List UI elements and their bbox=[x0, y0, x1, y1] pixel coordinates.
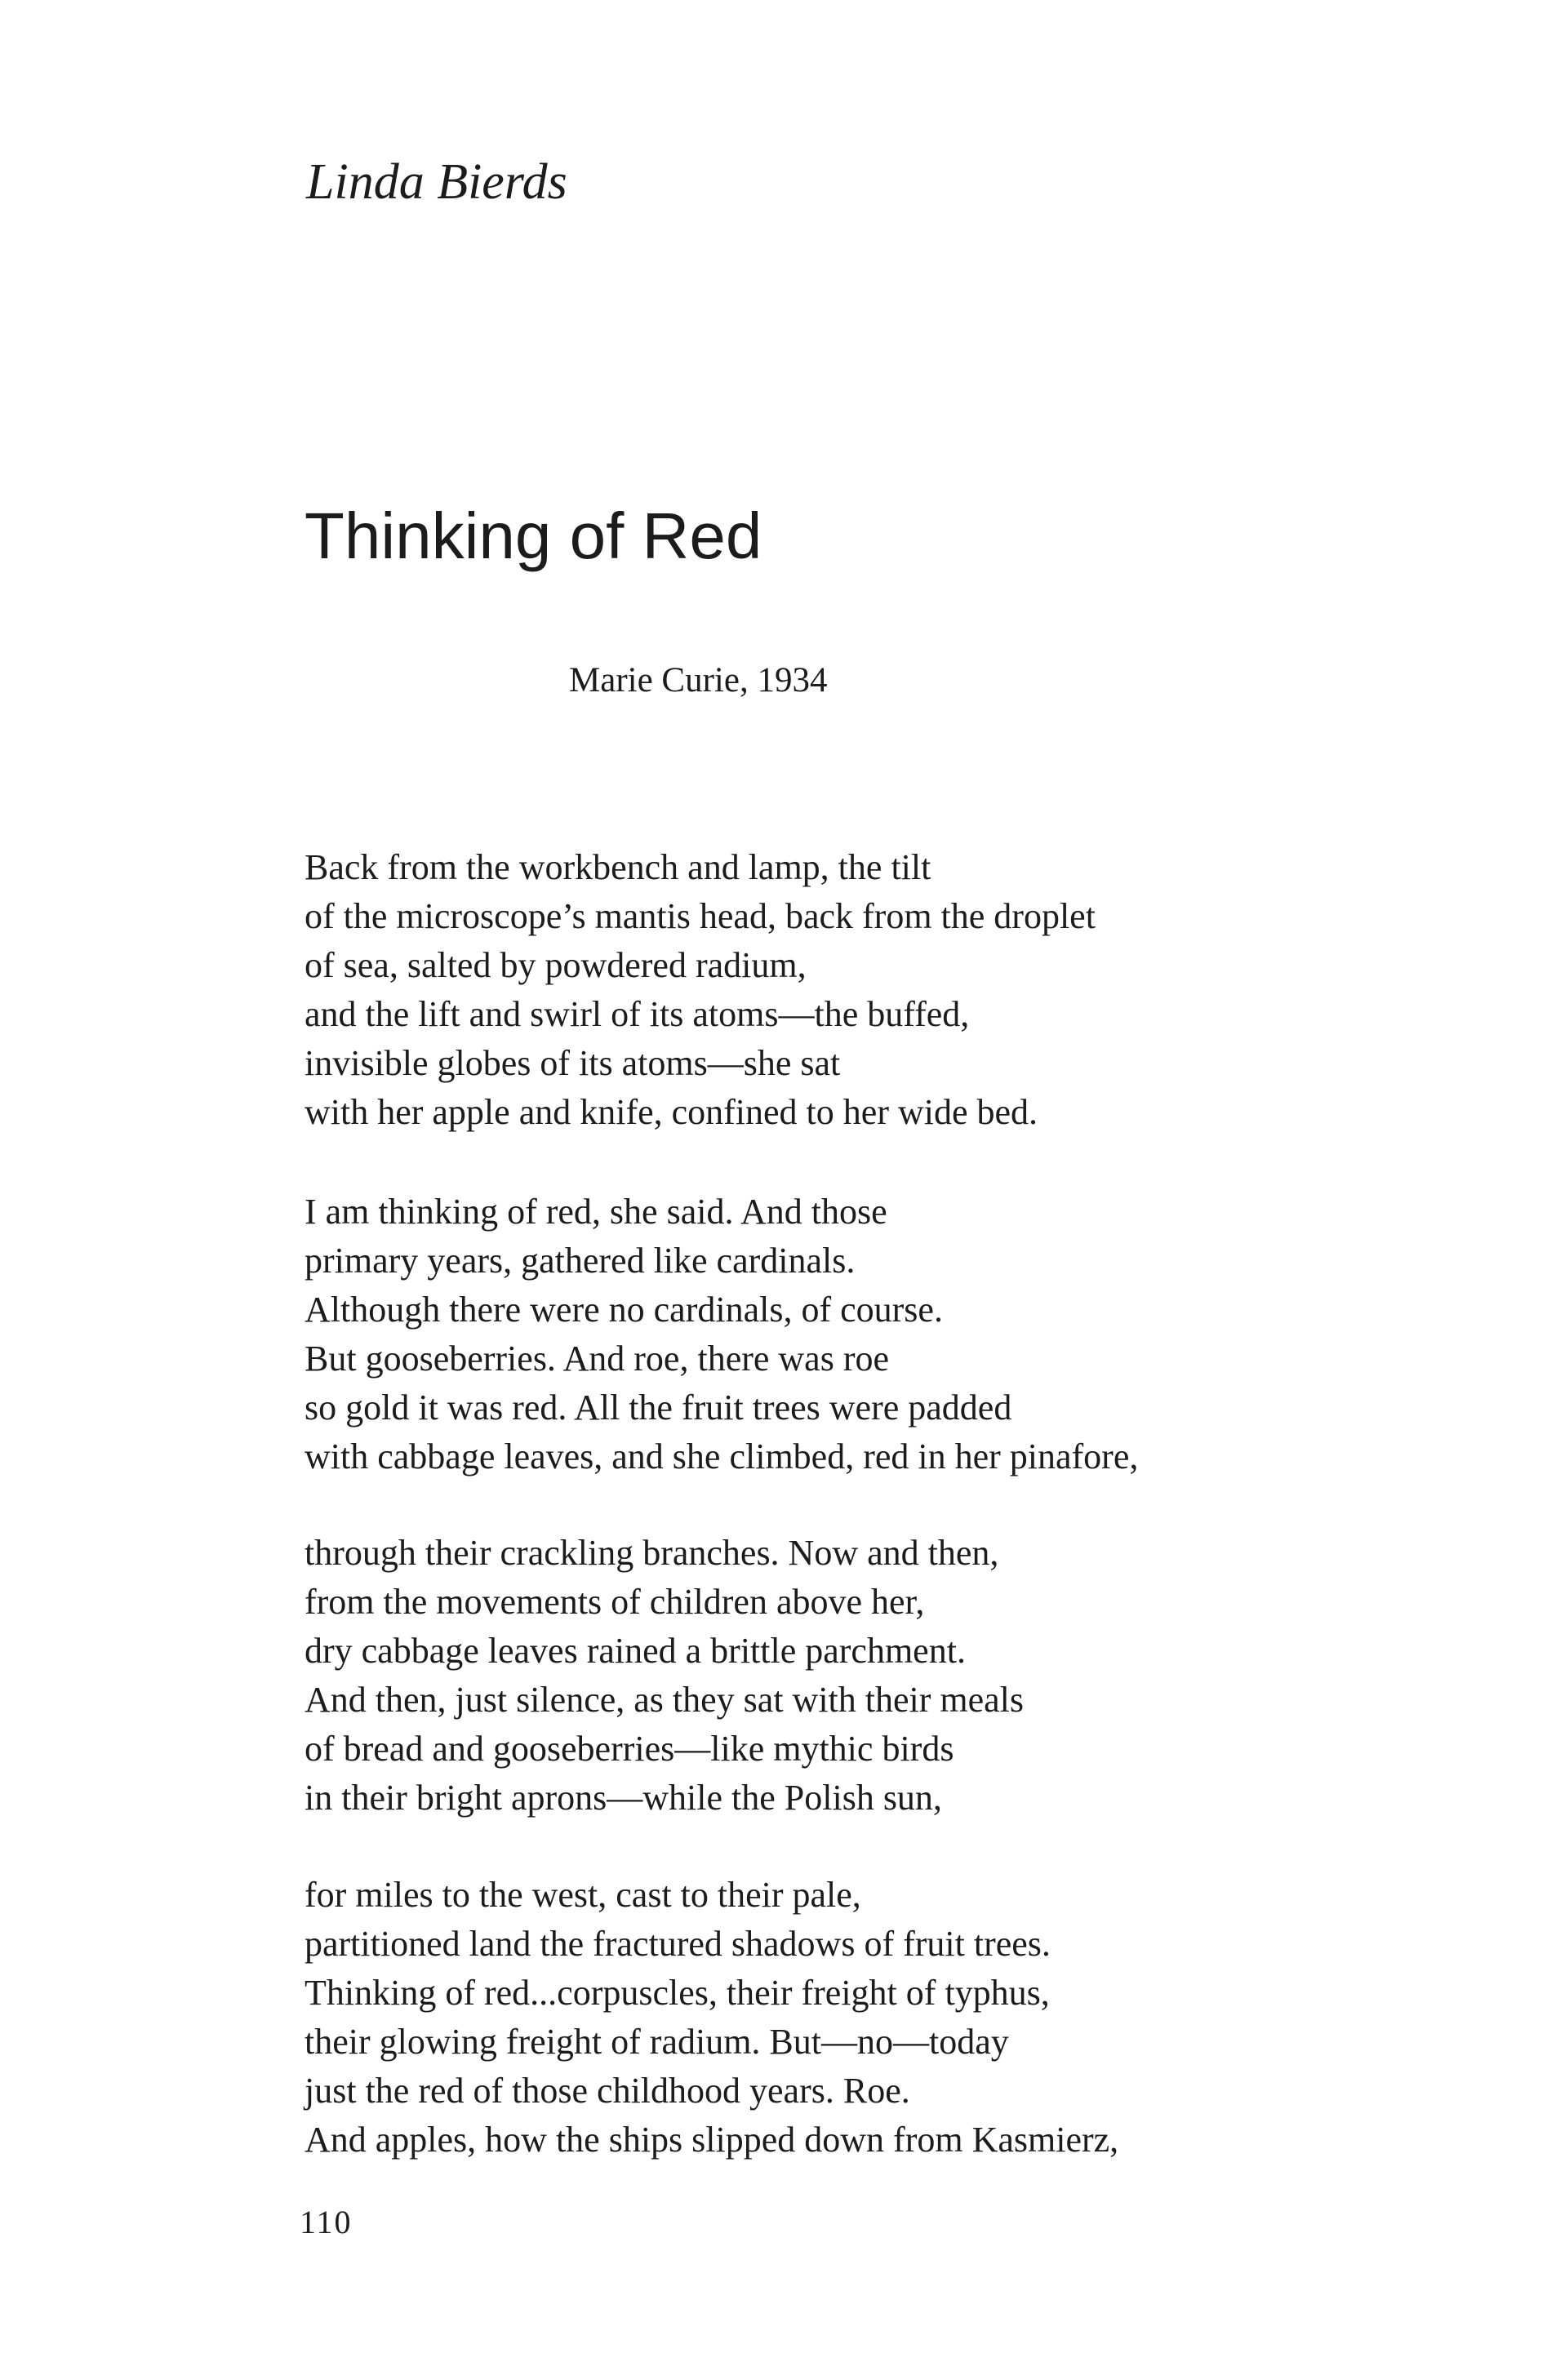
poem-line: Thinking of red...corpuscles, their freight of typhus, bbox=[305, 1973, 1050, 2013]
poem-line: I am thinking of red, she said. And those bbox=[305, 1192, 887, 1232]
poem-line: for miles to the west, cast to their pale, bbox=[305, 1875, 861, 1915]
poem-line: of sea, salted by powdered radium, bbox=[305, 945, 807, 985]
poem-subtitle: Marie Curie, 1934 bbox=[569, 661, 828, 699]
stanza-2 bbox=[305, 1188, 1138, 1481]
poem-line: from the movements of children above her, bbox=[305, 1582, 925, 1622]
author-name: Linda Bierds bbox=[306, 154, 567, 210]
stanza-1 bbox=[305, 843, 1096, 1137]
poem-line: in their bright aprons—while the Polish sun, bbox=[305, 1778, 942, 1818]
poem-line: But gooseberries. And roe, there was roe bbox=[305, 1339, 890, 1379]
stanza-4 bbox=[305, 1871, 1118, 2165]
stanza-3 bbox=[305, 1529, 1024, 1823]
poem-line: And then, just silence, as they sat with their meals bbox=[305, 1680, 1025, 1720]
poem-line: primary years, gathered like cardinals. bbox=[305, 1241, 856, 1281]
poem-line: their glowing freight of radium. But—no—today bbox=[305, 2022, 1009, 2062]
poem-line: partitioned land the fractured shadows of fruit trees. bbox=[305, 1924, 1051, 1964]
poem-line: of bread and gooseberries—like mythic birds bbox=[305, 1729, 954, 1769]
poem-line: Back from the workbench and lamp, the tilt bbox=[305, 847, 931, 887]
page-number: 110 bbox=[300, 2204, 353, 2240]
poem-line: with cabbage leaves, and she climbed, red in her pinafore, bbox=[305, 1436, 1139, 1476]
poem-line: And apples, how the ships slipped down from Kasmierz, bbox=[305, 2120, 1119, 2160]
poem-line: through their crackling branches. Now and then, bbox=[305, 1533, 999, 1573]
poem-line: invisible globes of its atoms—she sat bbox=[305, 1043, 841, 1083]
poem-line: so gold it was red. All the fruit trees were padded bbox=[305, 1388, 1012, 1428]
poem-line: just the red of those childhood years. Roe. bbox=[305, 2071, 910, 2111]
poem-line: and the lift and swirl of its atoms—the buffed, bbox=[305, 994, 970, 1034]
poem-title: Thinking of Red bbox=[305, 500, 762, 572]
poem-line: with her apple and knife, confined to her wide bed. bbox=[305, 1092, 1038, 1132]
poem-line: dry cabbage leaves rained a brittle parchment. bbox=[305, 1631, 966, 1671]
poem-line: Although there were no cardinals, of course. bbox=[305, 1290, 943, 1330]
poem-line: of the microscope’s mantis head, back from the droplet bbox=[305, 896, 1096, 936]
